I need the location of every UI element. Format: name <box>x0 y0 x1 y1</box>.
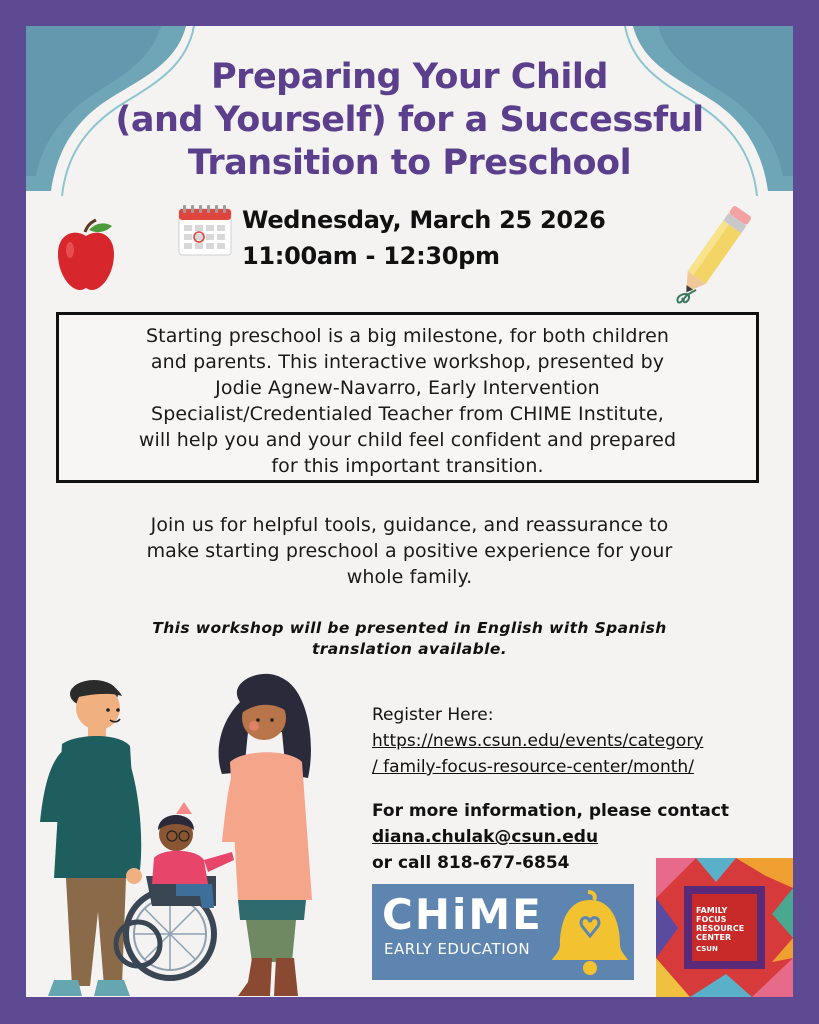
language-note <box>26 618 793 660</box>
event-datetime <box>242 202 606 274</box>
event-date: Wednesday, March 25 2026 <box>242 206 606 234</box>
title-line-1: Preparing Your Child <box>211 57 608 97</box>
flyer <box>26 26 793 997</box>
ffrc-line: CSUN <box>696 945 718 953</box>
description-line: will help you and your child feel confident and prepared <box>138 429 677 451</box>
register-block <box>372 702 703 780</box>
contact-phone: or call 818-677-6854 <box>372 853 570 873</box>
chime-logo-word: CHiME <box>382 890 543 939</box>
description-line: Specialist/Credentialed Teacher from CHIME Institute, <box>151 403 664 425</box>
contact-intro: For more information, please contact <box>372 801 730 821</box>
title-line-2: (and Yourself) for a Successful <box>115 100 704 140</box>
register-link-line-1[interactable]: https://news.csun.edu/events/category <box>372 731 704 751</box>
join-line: Join us for helpful tools, guidance, and reassurance to <box>150 514 669 536</box>
event-time: 11:00am - 12:30pm <box>242 242 500 270</box>
note-line: translation available. <box>311 640 508 658</box>
ffrc-line: FOCUS <box>696 915 727 924</box>
join-line: make starting preschool a positive experience for your <box>146 540 673 562</box>
chime-logo-subtitle: EARLY EDUCATION <box>384 940 531 958</box>
flyer-title <box>26 56 793 185</box>
register-link-line-2[interactable]: / family-focus-resource-center/month/ <box>372 757 694 777</box>
description-line: Jodie Agnew-Navarro, Early Intervention <box>215 377 600 399</box>
pencil-icon <box>658 206 768 306</box>
description-line: for this important transition. <box>271 455 544 477</box>
note-line: This workshop will be presented in English with Spanish <box>152 619 667 637</box>
ffrc-line: CENTER <box>696 933 732 942</box>
description-line: Starting preschool is a big milestone, for both children <box>145 325 670 347</box>
join-paragraph <box>26 512 793 590</box>
title-line-3: Transition to Preschool <box>187 143 632 183</box>
calendar-icon <box>178 204 232 256</box>
description-box <box>56 312 759 483</box>
description-line: and parents. This interactive workshop, presented by <box>150 351 665 373</box>
join-line: whole family. <box>346 566 473 588</box>
ffrc-logo-text <box>696 906 756 954</box>
register-label: Register Here: <box>372 705 494 725</box>
family-illustration <box>26 662 336 997</box>
ffrc-line: RESOURCE <box>696 924 745 933</box>
chime-logo <box>372 884 634 980</box>
ffrc-line: FAMILY <box>696 906 728 915</box>
contact-email-link[interactable]: diana.chulak@csun.edu <box>372 827 599 847</box>
bell-icon <box>548 886 632 978</box>
apple-icon <box>54 218 118 292</box>
